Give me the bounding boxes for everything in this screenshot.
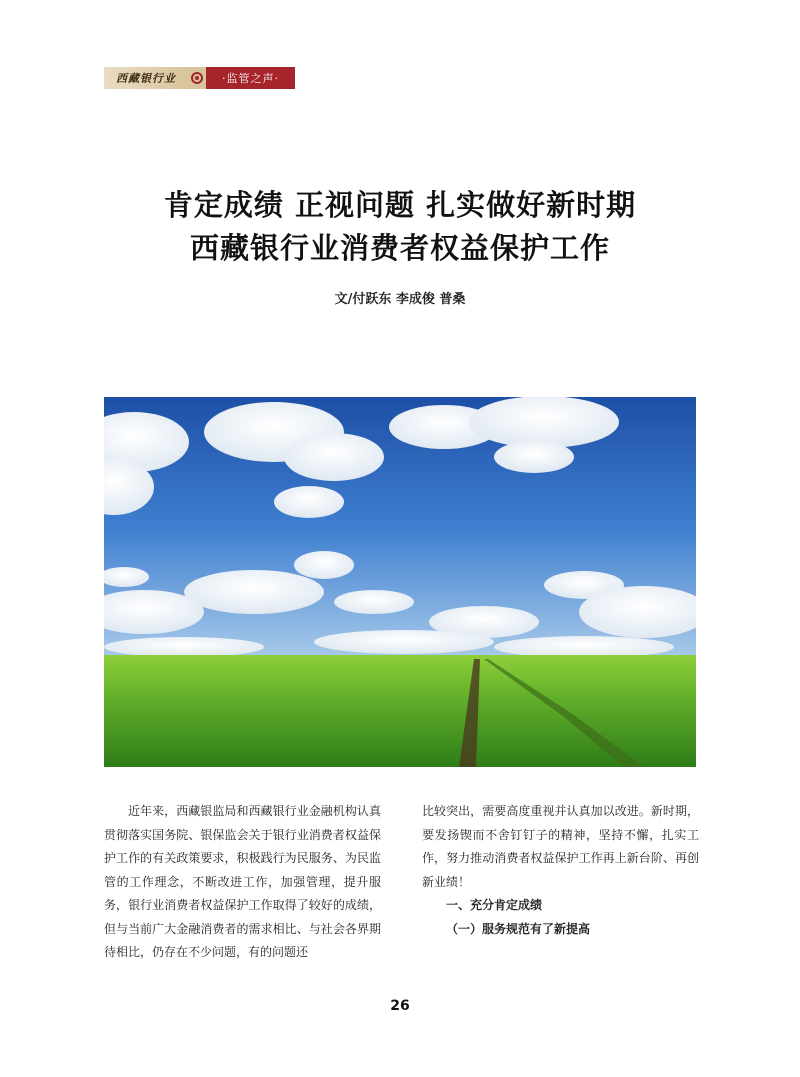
article-byline: 文/付跃东 李成俊 普桑: [334, 292, 466, 307]
paragraph-intro: 近年来，西藏银监局和西藏银行业金融机构认真贯彻落实国务院、银保监会关于银行业消费者权益保护工作的有关政策要求，积极践行为民服务、为民监管的工作理念，不断改进工作，加强管理，提升服务，银行业消费者权益保护工作取得了较好的成绩，但与当前广大金融消费者的需求相比、与社会各界期待相比，仍存在不少问题，有的问题还: [104, 804, 381, 959]
body-column-right: [422, 800, 699, 941]
landscape-photo: [104, 397, 696, 767]
subsection-heading-1: （一）服务规范有了新提高: [446, 921, 591, 936]
body-column-left: [104, 800, 381, 965]
magazine-logo: 西藏银行业: [104, 67, 188, 89]
section-header-band: [104, 67, 295, 89]
article-title-line2: 西藏银行业消费者权益保护工作: [189, 231, 610, 265]
article-title-line1: 肯定成绩 正视问题 扎实做好新时期: [163, 188, 637, 222]
section-heading-1: 一、充分肯定成绩: [446, 898, 543, 912]
knot-icon: [188, 67, 206, 89]
section-label: ·监管之声·: [206, 67, 295, 89]
page-number: 26: [390, 998, 410, 1014]
paragraph-continued: 比较突出，需要高度重视并认真加以改进。新时期，要发扬锲而不舍钉钉子的精神，坚持不懈，扎实工作，努力推动消费者权益保护工作再上新台阶、再创新业绩！: [422, 804, 699, 889]
